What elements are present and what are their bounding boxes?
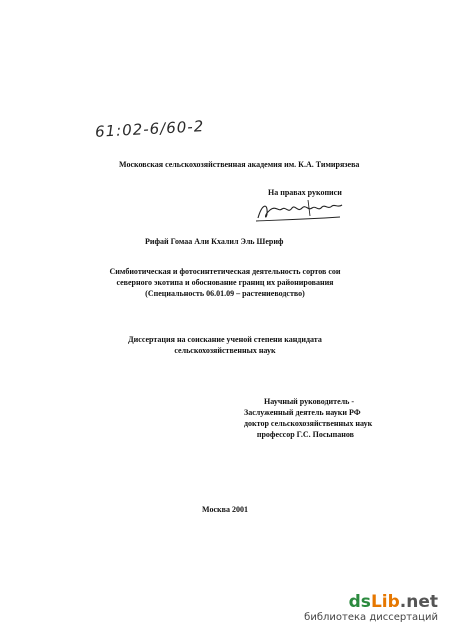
watermark-logo-part: .net — [399, 592, 438, 612]
watermark-logo-part: Lib — [370, 592, 400, 612]
watermark-subtitle: библиотека диссертаций — [304, 612, 438, 623]
specialty-line: (Специальность 06.01.09 – растениеводство) — [145, 289, 305, 298]
watermark-logo — [304, 592, 438, 612]
watermark-logo-part: ds — [348, 592, 371, 612]
title-line: северного экотипа и обоснование границ их районирования — [116, 278, 334, 287]
supervisor-block — [244, 396, 373, 440]
title-block — [0, 266, 450, 299]
dissertation-line: сельскохозяйственных наук — [174, 346, 276, 355]
supervisor-line: доктор сельскохозяйственных наук — [244, 419, 373, 428]
title-line: Симбиотическая и фотосинтетическая деятельность сортов сои — [109, 267, 341, 276]
place-year: Москва 2001 — [202, 505, 248, 514]
supervisor-line: профессор Г.С. Посыпанов — [256, 430, 354, 439]
dissertation-block — [0, 334, 450, 356]
signature-image — [254, 196, 344, 226]
dissertation-line: Диссертация на соискание ученой степени кандидата — [128, 335, 322, 344]
watermark — [304, 592, 438, 624]
supervisor-line: Научный руководитель - — [264, 397, 354, 406]
supervisor-line: Заслуженный деятель науки РФ — [244, 408, 361, 417]
academy-name: Московская сельскохозяйственная академия им. К.А. Тимирязева — [119, 160, 360, 169]
manuscript-rights: На правах рукописи — [268, 188, 342, 197]
handwritten-number: 61:02-6/60-2 — [94, 117, 205, 141]
author-name: Рифай Гомаа Али Кхалил Эль Шериф — [145, 237, 284, 246]
